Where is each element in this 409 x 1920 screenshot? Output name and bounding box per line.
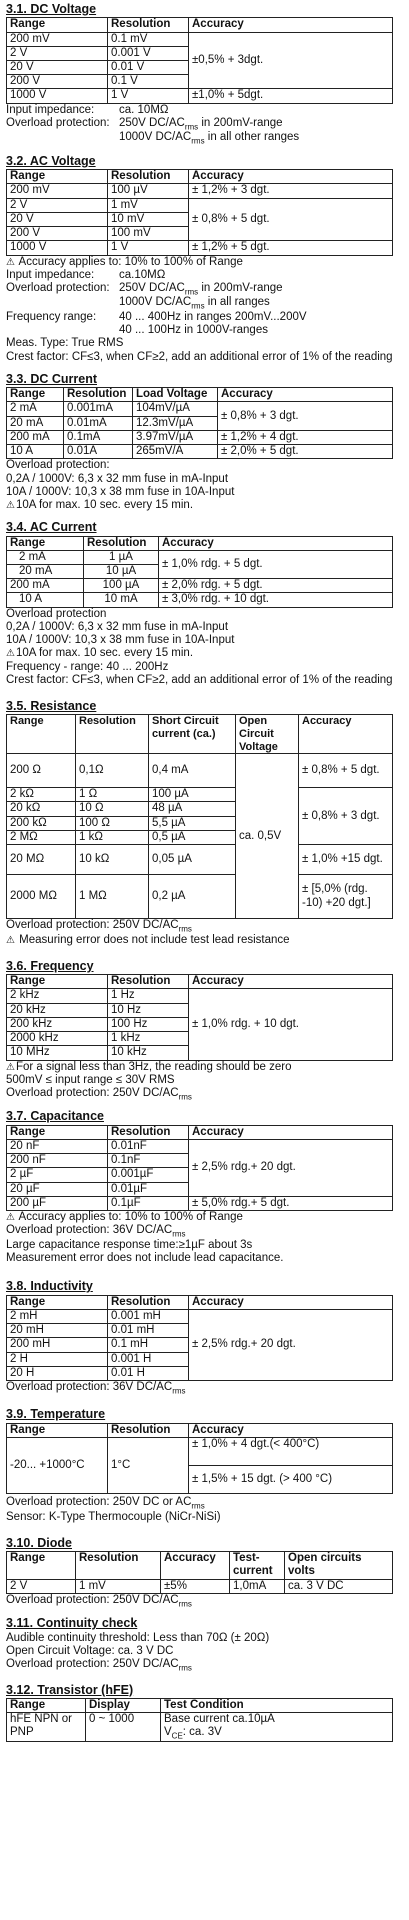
cell-resolution: 1 µA <box>84 550 159 564</box>
cell-load-voltage: 3.97mV/µA <box>133 430 218 444</box>
crest-factor: Crest factor: CF≤3, when CF≥2, add an additional error of 1% of the reading <box>6 673 393 686</box>
cell-load-voltage: 265mV/A <box>133 445 218 459</box>
cell-range: 2 kΩ <box>7 788 76 802</box>
cell-range: 20 MΩ <box>7 845 76 875</box>
section-title-capacitance: 3.7. Capacitance <box>6 1109 104 1124</box>
col-open-circuit: Open Circuit Voltage <box>236 715 299 754</box>
note-line: 10A / 1000V: 10,3 x 38 mm fuse in 10A-Input <box>6 485 235 498</box>
cell-accuracy: ± 1,0% rdg. + 10 dgt. <box>189 989 393 1060</box>
warning-triangle-icon: ⚠ <box>6 648 15 660</box>
col-range: Range <box>7 1698 86 1712</box>
section-title-ac-voltage: 3.2. AC Voltage <box>6 153 96 168</box>
cell-range: 20 mA <box>7 416 64 430</box>
cell-range: 2000 MΩ <box>7 875 76 919</box>
cell-range: 200 mV <box>7 32 108 46</box>
overload-protection: Overload protection: 250V $DC/AC_{rms}$ in 200mV-range <box>6 282 283 297</box>
transistor-table <box>6 1698 393 1742</box>
cell-range: 2 MΩ <box>7 830 76 844</box>
section-title-dc-current: 3.3. DC Current <box>6 371 97 386</box>
section-title-transistor: 3.12. Transistor (hFE) <box>6 1682 134 1697</box>
warning-triangle-icon: ⚠ <box>6 1212 15 1224</box>
cell-resolution: 1 Ω <box>76 788 149 802</box>
cell-test-condition: $V_{CE}$: ca. 3V <box>161 1726 393 1741</box>
cell-accuracy: ±1,0% + 5dgt. <box>189 89 393 103</box>
col-range: Range <box>7 715 76 754</box>
cell-resolution: 0.001 H <box>108 1352 189 1366</box>
warning-triangle-icon: ⚠ <box>6 499 15 511</box>
cell-resolution: 10 kHz <box>108 1046 189 1060</box>
frequency-range-2: 40 ... 100Hz in 1000V-ranges <box>119 324 268 337</box>
ac-current-table <box>6 536 393 608</box>
cell-resolution: 0.1 mV <box>108 32 189 46</box>
ac-voltage-table <box>6 169 393 255</box>
col-open-circuit: Open circuits volts <box>285 1552 393 1579</box>
cell-resolution: 10 Ω <box>76 802 149 816</box>
col-resolution: Resolution <box>108 975 189 989</box>
cell-range: 2000 kHz <box>7 1032 108 1046</box>
cell-load-voltage: 12.3mV/µA <box>133 416 218 430</box>
warning-triangle-icon: ⚠ <box>6 1061 15 1073</box>
cell-range: 10 MHz <box>7 1046 108 1060</box>
cell-accuracy: ± 1,0% + 4 dgt.(< 400°C) <box>189 1438 393 1466</box>
cell-resolution: 100 µV <box>108 184 189 198</box>
col-range: Range <box>7 1552 76 1579</box>
cell-resolution: 100 mV <box>108 227 189 241</box>
cell-resolution: 0.01nF <box>108 1140 189 1154</box>
note-line: 0,2A / 1000V: 6,3 x 32 mm fuse in mA-Input <box>6 620 229 633</box>
cell-range: 200 mA <box>7 579 84 593</box>
cell-resolution: 0.001µF <box>108 1168 189 1182</box>
accuracy-note: ⚠ Accuracy applies to: 10% to 100% of Range <box>6 1211 243 1224</box>
cell-resolution: 0.1mA <box>64 430 133 444</box>
cell-range: 20 V <box>7 61 108 75</box>
cell-open-circuit: ca. 3 V DC <box>285 1579 393 1593</box>
col-resolution: Resolution <box>76 1552 161 1579</box>
open-circuit-voltage: Open Circuit Voltage: ca. 3 V DC <box>6 1644 174 1657</box>
cell-resolution: 0.1nF <box>108 1154 189 1168</box>
col-resolution: Resolution <box>108 170 189 184</box>
cell-resolution: 0.01 mH <box>108 1324 189 1338</box>
cell-accuracy: ± 2,5% rdg.+ 20 dgt. <box>189 1140 393 1197</box>
cell-resolution: 0.01 V <box>108 61 189 75</box>
cell-range: 200 kHz <box>7 1017 108 1031</box>
cell-accuracy: ± 1,5% + 15 dgt. (> 400 °C) <box>189 1466 393 1494</box>
cell-resolution: 10 µA <box>84 565 159 579</box>
col-accuracy: Accuracy <box>189 1423 393 1437</box>
frequency-range: Frequency - range: 40 ... 200Hz <box>6 660 169 673</box>
col-test-current: Test-current <box>230 1552 285 1579</box>
overload-protection: Overload protection: 250V $DC/AC_{rms}$ <box>6 919 192 934</box>
cell-resolution: 100 Ω <box>76 816 149 830</box>
cell-accuracy: ± 0,8% + 5 dgt. <box>189 198 393 241</box>
frequency-table <box>6 974 393 1060</box>
overload-protection: Overload protection: 36V $DC/AC_{rms}$ <box>6 1380 186 1396</box>
warning-triangle-icon: ⚠ <box>6 256 15 268</box>
col-range: Range <box>7 170 108 184</box>
col-resolution: Resolution <box>64 388 133 402</box>
large-capacitance-note: Large capacitance response time:≥1µF about 3s <box>6 1238 253 1251</box>
accuracy-note: ⚠ Accuracy applies to: 10% to 100% of Range <box>6 255 243 268</box>
col-short-circuit: Short Circuit current (ca.) <box>149 715 236 754</box>
cell-range: 200 mH <box>7 1338 108 1352</box>
col-accuracy: Accuracy <box>189 1295 393 1309</box>
cell-resolution: 0.001 V <box>108 46 189 60</box>
col-resolution: Resolution <box>108 18 189 32</box>
continuity-threshold: Audible continuity threshold: Less than 70Ω (± 20Ω) <box>6 1631 270 1644</box>
col-load-voltage: Load Voltage <box>133 388 218 402</box>
cell-range: 20 mA <box>7 565 84 579</box>
cell-short-circuit: 0,5 µA <box>149 830 236 844</box>
cell-range: 200 kΩ <box>7 816 76 830</box>
warning-note: ⚠10A for max. 10 sec. every 15 min. <box>6 647 194 660</box>
col-accuracy: Accuracy <box>189 1125 393 1139</box>
overload-protection: Overload protection: 36V $DC/AC_{rms}$ <box>6 1224 186 1239</box>
cell-range: 2 µF <box>7 1168 108 1182</box>
cell-range: 2 H <box>7 1352 108 1366</box>
section-title-resistance: 3.5. Resistance <box>6 698 97 713</box>
cell-accuracy: ± 0,8% + 3 dgt. <box>218 402 393 430</box>
cell-resolution: 0.01mA <box>64 416 133 430</box>
note-line: Overload protection: <box>6 459 110 472</box>
cell-range: 20 V <box>7 212 108 226</box>
col-resolution: Resolution <box>84 536 159 550</box>
overload-protection: Overload protection: 250V $DC/AC_{rms}$ <box>6 1658 192 1673</box>
cell-short-circuit: 0,4 mA <box>149 754 236 788</box>
crest-factor: Crest factor: CF≤3, when CF≥2, add an additional error of 1% of the reading <box>6 350 393 363</box>
frequency-range: Frequency range: 40 ... 400Hz in ranges 200mV...200V <box>6 310 307 323</box>
cell-range: 1000 V <box>7 241 108 255</box>
cell-accuracy: ± 1,2% + 5 dgt. <box>189 241 393 255</box>
col-resolution: Resolution <box>76 715 149 754</box>
section-title-dc-voltage: 3.1. DC Voltage <box>6 2 97 16</box>
cell-resolution: 10 kΩ <box>76 845 149 875</box>
cell-resolution: 10 mA <box>84 593 159 607</box>
cell-resolution: 0.001mA <box>64 402 133 416</box>
cell-resolution: 1°C <box>108 1438 189 1494</box>
sensor-note: Sensor: K-Type Thermocouple (NiCr-NiSi) <box>6 1510 221 1523</box>
cell-resolution: 1 kΩ <box>76 830 149 844</box>
col-range: Range <box>7 1423 108 1437</box>
cell-resolution: 0,1Ω <box>76 754 149 788</box>
col-resolution: Resolution <box>108 1125 189 1139</box>
col-resolution: Resolution <box>108 1423 189 1437</box>
cell-accuracy: ±0,5% + 3dgt. <box>189 32 393 89</box>
cell-range: 200 µF <box>7 1196 108 1210</box>
col-test-condition: Test Condition <box>161 1698 393 1712</box>
cell-range: 2 V <box>7 1579 76 1593</box>
dc-current-table <box>6 387 393 459</box>
section-title-diode: 3.10. Diode <box>6 1535 72 1550</box>
cell-range: 20 kHz <box>7 1003 108 1017</box>
warning-triangle-icon: ⚠ <box>6 934 15 946</box>
cell-short-circuit: 0,05 µA <box>149 845 236 875</box>
cell-resolution: 10 Hz <box>108 1003 189 1017</box>
col-range: Range <box>7 536 84 550</box>
cell-range: 200 Ω <box>7 754 76 788</box>
cell-accuracy: ± 3,0% rdg. + 10 dgt. <box>159 593 393 607</box>
overload-protection: Overload protection: 250V $DC/AC_{rms}$ <box>6 1086 192 1102</box>
cell-resolution: 0.01 H <box>108 1366 189 1380</box>
capacitance-table <box>6 1125 393 1211</box>
cell-test-condition: Base current ca.10µA <box>161 1713 393 1727</box>
col-range: Range <box>7 18 108 32</box>
cell-resolution: 0.01µF <box>108 1182 189 1196</box>
col-display: Display <box>86 1698 161 1712</box>
warning-note: ⚠For a signal less than 3Hz, the reading should be zero <box>6 1060 292 1073</box>
cell-range: 20 kΩ <box>7 802 76 816</box>
cell-resolution: 1 mV <box>108 198 189 212</box>
cell-load-voltage: 104mV/µA <box>133 402 218 416</box>
cell-resolution: 1 mV <box>76 1579 161 1593</box>
cell-open-circuit: ca. 0,5V <box>236 754 299 919</box>
cell-resolution: 1 V <box>108 89 189 103</box>
cell-short-circuit: 100 µA <box>149 788 236 802</box>
col-accuracy: Accuracy <box>189 975 393 989</box>
note-line: 10A / 1000V: 10,3 x 38 mm fuse in 10A-Input <box>6 634 235 647</box>
cell-range: 20 H <box>7 1366 108 1380</box>
cell-range: hFE NPN or PNP <box>7 1713 86 1742</box>
resistance-table <box>6 714 393 919</box>
cell-range: 2 V <box>7 198 108 212</box>
cell-accuracy: ± 1,0% rdg. + 5 dgt. <box>159 550 393 578</box>
overload-protection-2: 1000V $DC/AC_{rms}$ in all other ranges <box>119 131 300 146</box>
section-title-ac-current: 3.4. AC Current <box>6 520 97 535</box>
cell-range: 20 nF <box>7 1140 108 1154</box>
section-title-frequency: 3.6. Frequency <box>6 958 94 973</box>
note-line: 0,2A / 1000V: 6,3 x 32 mm fuse in mA-Input <box>6 472 229 485</box>
cell-range: 2 kHz <box>7 989 108 1003</box>
cell-resolution: 0.001 mH <box>108 1309 189 1323</box>
cell-range: 20 µF <box>7 1182 108 1196</box>
col-accuracy: Accuracy <box>159 536 393 550</box>
section-title-temperature: 3.9. Temperature <box>6 1407 106 1422</box>
cell-accuracy: ± 0,8% + 3 dgt. <box>299 788 393 845</box>
cell-range: 1000 V <box>7 89 108 103</box>
cell-accuracy: ± 2,0% + 5 dgt. <box>218 445 393 459</box>
cell-range: 2 mA <box>7 402 64 416</box>
cell-resolution: 1 Hz <box>108 989 189 1003</box>
cell-resolution: 0.1 mH <box>108 1338 189 1352</box>
cell-accuracy: ± 1,2% + 4 dgt. <box>218 430 393 444</box>
overload-protection: Overload protection: 250V $DC/AC_{rms}$ <box>6 1593 192 1609</box>
col-accuracy: Accuracy <box>189 18 393 32</box>
cell-display: 0 ~ 1000 <box>86 1713 161 1742</box>
measurement-error-note: Measurement error does not include lead capacitance. <box>6 1252 284 1265</box>
cell-accuracy: ± 2,0% rdg. + 5 dgt. <box>159 579 393 593</box>
col-range: Range <box>7 1125 108 1139</box>
cell-short-circuit: 5,5 µA <box>149 816 236 830</box>
inductivity-table <box>6 1295 393 1381</box>
cell-resolution: 100 Hz <box>108 1017 189 1031</box>
note-line: Overload protection <box>6 607 107 620</box>
cell-range: 200 mA <box>7 430 64 444</box>
warning-note: ⚠10A for max. 10 sec. every 15 min. <box>6 498 194 511</box>
cell-test-current: 1,0mA <box>230 1579 285 1593</box>
col-accuracy: Accuracy <box>299 715 393 754</box>
cell-accuracy: ± 0,8% + 5 dgt. <box>299 754 393 788</box>
temperature-table <box>6 1423 393 1494</box>
col-accuracy: Accuracy <box>161 1552 230 1579</box>
input-range: 500mV ≤ input range ≤ 30V RMS <box>6 1073 175 1086</box>
warning-note: ⚠ Measuring error does not include test lead resistance <box>6 933 290 946</box>
input-impedance: Input impedance: ca.10MΩ <box>6 268 166 281</box>
section-title-continuity: 3.11. Continuity check <box>6 1616 138 1631</box>
cell-resolution: 0.1µF <box>108 1196 189 1210</box>
cell-range: 2 mH <box>7 1309 108 1323</box>
col-accuracy: Accuracy <box>218 388 393 402</box>
input-impedance: Input impedance: ca. 10MΩ <box>6 103 169 116</box>
overload-protection-2: 1000V $DC/AC_{rms}$ in all ranges <box>119 296 270 311</box>
cell-resolution: 1 MΩ <box>76 875 149 919</box>
cell-range: 200 V <box>7 75 108 89</box>
cell-accuracy: ± 2,5% rdg.+ 20 dgt. <box>189 1309 393 1380</box>
cell-resolution: 1 V <box>108 241 189 255</box>
cell-range: 200 nF <box>7 1154 108 1168</box>
dc-voltage-table <box>6 17 393 103</box>
cell-accuracy: ± 5,0% rdg.+ 5 dgt. <box>189 1196 393 1210</box>
cell-short-circuit: 0,2 µA <box>149 875 236 919</box>
cell-resolution: 1 kHz <box>108 1032 189 1046</box>
cell-range: 20 mH <box>7 1324 108 1338</box>
col-range: Range <box>7 975 108 989</box>
cell-resolution: 0.01A <box>64 445 133 459</box>
section-title-inductivity: 3.8. Inductivity <box>6 1279 93 1294</box>
cell-range: 200 V <box>7 227 108 241</box>
col-resolution: Resolution <box>108 1295 189 1309</box>
overload-protection: Overload protection: 250V DC or $AC_{rms}$ <box>6 1496 205 1511</box>
col-accuracy: Accuracy <box>189 170 393 184</box>
cell-range: 2 V <box>7 46 108 60</box>
cell-range: 2 mA <box>7 550 84 564</box>
cell-range: 200 mV <box>7 184 108 198</box>
cell-resolution: 10 mV <box>108 212 189 226</box>
diode-table <box>6 1551 393 1594</box>
overload-protection: Overload protection: 250V $DC/AC_{rms}$ in 200mV-range <box>6 116 283 132</box>
cell-range: 10 A <box>7 593 84 607</box>
col-range: Range <box>7 1295 108 1309</box>
meas-type: Meas. Type: True RMS <box>6 337 124 350</box>
cell-resolution: 100 µA <box>84 579 159 593</box>
cell-resolution: 0.1 V <box>108 75 189 89</box>
cell-range: 10 A <box>7 445 64 459</box>
cell-short-circuit: 48 µA <box>149 802 236 816</box>
col-range: Range <box>7 388 64 402</box>
cell-accuracy: ± 1,0% +15 dgt. <box>299 845 393 875</box>
cell-accuracy: ± 1,2% + 3 dgt. <box>189 184 393 198</box>
cell-accuracy: ±5% <box>161 1579 230 1593</box>
cell-accuracy: ± [5,0% (rdg. -10) +20 dgt.] <box>299 875 393 919</box>
cell-range: -20... +1000°C <box>7 1438 108 1494</box>
